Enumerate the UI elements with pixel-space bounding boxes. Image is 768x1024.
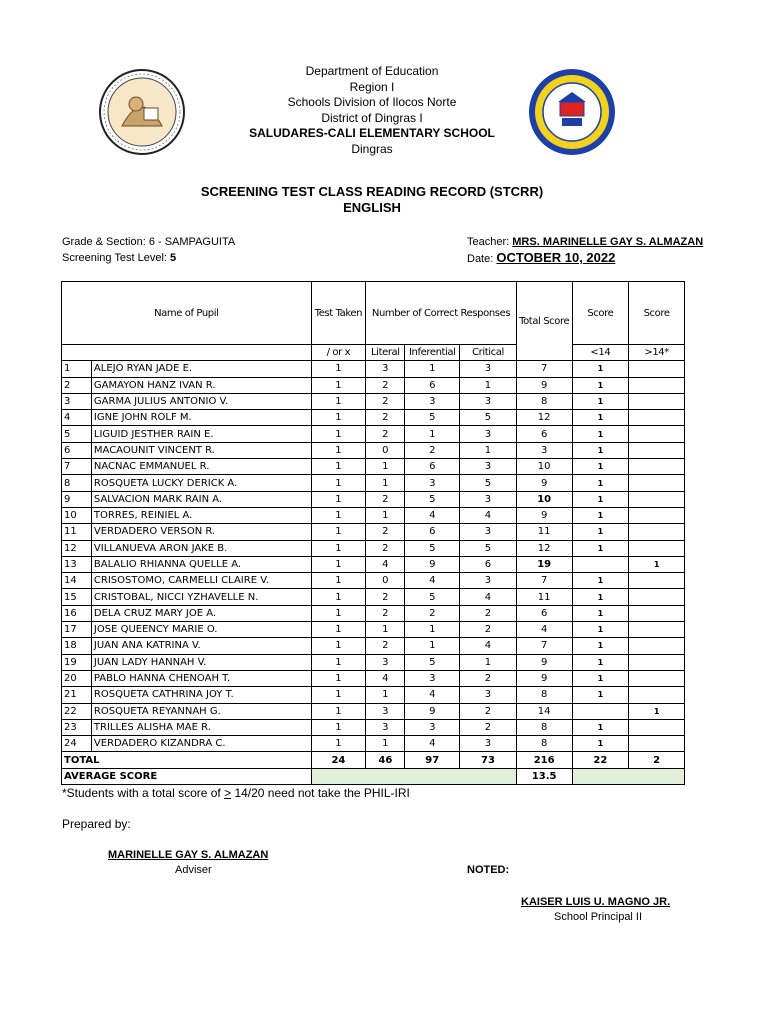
inferential-score: 1 — [405, 622, 460, 638]
noted-label: NOTED: — [467, 864, 510, 876]
pupil-name: JUAN ANA KATRINA V. — [91, 638, 311, 654]
critical-score: 6 — [460, 556, 517, 572]
total-score-cell: 7 — [516, 573, 572, 589]
below-14-mark — [572, 556, 629, 572]
above-14-mark — [629, 638, 685, 654]
critical-score: 4 — [460, 638, 517, 654]
inferential-score: 9 — [405, 556, 460, 572]
test-taken: 1 — [311, 442, 366, 458]
subheader-lt14: <14 — [572, 345, 629, 361]
pupil-number: 9 — [62, 491, 92, 507]
table-row — [62, 622, 685, 638]
inferential-score: 1 — [405, 426, 460, 442]
critical-score: 5 — [460, 540, 517, 556]
test-taken: 1 — [311, 719, 366, 735]
table-row — [62, 377, 685, 393]
inferential-score: 4 — [405, 573, 460, 589]
literal-score: 3 — [366, 654, 405, 670]
literal-score: 2 — [366, 540, 405, 556]
literal-score: 1 — [366, 459, 405, 475]
critical-score: 4 — [460, 589, 517, 605]
below-14-mark: 1 — [572, 442, 629, 458]
header-name-of-pupil: Name of Pupil — [62, 282, 312, 345]
above-14-mark — [629, 605, 685, 621]
screening-level-value: 5 — [170, 252, 177, 264]
pupil-number: 4 — [62, 410, 92, 426]
above-14-mark — [629, 442, 685, 458]
test-taken: 1 — [311, 491, 366, 507]
title-line-1: SCREENING TEST CLASS READING RECORD (STCRR) — [200, 184, 544, 199]
inferential-score: 5 — [405, 540, 460, 556]
inferential-score: 2 — [405, 442, 460, 458]
school-name: SALUDARES-CALI ELEMENTARY SCHOOL — [249, 126, 495, 140]
department-name: Department of Education — [305, 64, 439, 78]
pupil-name: VILLANUEVA ARON JAKE B. — [91, 540, 311, 556]
subheader-critical: Critical — [460, 345, 517, 361]
table-row — [62, 393, 685, 409]
above-14-mark — [629, 540, 685, 556]
table-row — [62, 605, 685, 621]
document-header — [0, 64, 744, 157]
footnote — [62, 786, 410, 800]
average-label: AVERAGE SCORE — [62, 768, 312, 784]
above-14-mark — [629, 589, 685, 605]
below-14-mark: 1 — [572, 638, 629, 654]
grade-section: Grade & Section: 6 - SAMPAGUITA — [62, 236, 236, 248]
total-score-cell: 9 — [516, 654, 572, 670]
total-score-cell: 9 — [516, 377, 572, 393]
test-taken: 1 — [311, 361, 366, 377]
pupil-number: 13 — [62, 556, 92, 572]
table-row — [62, 719, 685, 735]
screening-level — [62, 252, 176, 264]
table-row — [62, 540, 685, 556]
test-taken: 1 — [311, 507, 366, 523]
table-row — [62, 589, 685, 605]
critical-score: 3 — [460, 426, 517, 442]
pupil-name: CRISTOBAL, NICCI YZHAVELLE N. — [91, 589, 311, 605]
reading-record-table — [61, 281, 685, 785]
critical-score: 1 — [460, 654, 517, 670]
pupil-number: 8 — [62, 475, 92, 491]
below-14-mark: 1 — [572, 377, 629, 393]
total-ge14: 2 — [629, 752, 685, 768]
literal-score: 1 — [366, 475, 405, 491]
total-score-cell: 4 — [516, 622, 572, 638]
pupil-name: ALEJO RYAN JADE E. — [91, 361, 311, 377]
total-score-cell: 8 — [516, 736, 572, 752]
table-row — [62, 442, 685, 458]
pupil-number: 21 — [62, 687, 92, 703]
total-score-cell: 8 — [516, 719, 572, 735]
critical-score: 3 — [460, 361, 517, 377]
total-taken: 24 — [311, 752, 366, 768]
table-row — [62, 687, 685, 703]
test-taken: 1 — [311, 605, 366, 621]
literal-score: 3 — [366, 361, 405, 377]
inferential-score: 1 — [405, 638, 460, 654]
below-14-mark: 1 — [572, 524, 629, 540]
table-row — [62, 736, 685, 752]
subheader-ge14: >14* — [629, 345, 685, 361]
pupil-name: ROSQUETA LUCKY DERICK A. — [91, 475, 311, 491]
total-score-cell: 11 — [516, 589, 572, 605]
pupil-name: DELA CRUZ MARY JOE A. — [91, 605, 311, 621]
table-row — [62, 573, 685, 589]
literal-score: 3 — [366, 719, 405, 735]
inferential-score: 3 — [405, 670, 460, 686]
pupil-number: 7 — [62, 459, 92, 475]
table-row — [62, 491, 685, 507]
inferential-score: 5 — [405, 589, 460, 605]
total-score-cell: 11 — [516, 524, 572, 540]
inferential-score: 6 — [405, 377, 460, 393]
total-score-cell: 19 — [516, 556, 572, 572]
total-score-cell: 6 — [516, 426, 572, 442]
region-name: Region I — [349, 79, 395, 94]
critical-score: 3 — [460, 687, 517, 703]
pupil-name: TORRES, REINIEL A. — [91, 507, 311, 523]
total-score: 216 — [516, 752, 572, 768]
table-row — [62, 507, 685, 523]
critical-score: 5 — [460, 475, 517, 491]
literal-score: 4 — [366, 670, 405, 686]
literal-score: 0 — [366, 442, 405, 458]
above-14-mark — [629, 377, 685, 393]
subheader-blank — [62, 345, 312, 361]
footnote-prefix: *Students with a total score of — [62, 786, 225, 800]
literal-score: 0 — [366, 573, 405, 589]
test-taken: 1 — [311, 589, 366, 605]
critical-score: 2 — [460, 622, 517, 638]
literal-score: 2 — [366, 638, 405, 654]
inferential-score: 1 — [405, 361, 460, 377]
test-taken: 1 — [311, 524, 366, 540]
test-taken: 1 — [311, 540, 366, 556]
average-value: 13.5 — [516, 768, 572, 784]
above-14-mark — [629, 491, 685, 507]
total-score-cell: 9 — [516, 670, 572, 686]
critical-score: 5 — [460, 410, 517, 426]
pupil-name: MACAOUNIT VINCENT R. — [91, 442, 311, 458]
date-info — [467, 250, 615, 265]
subheader-inferential: Inferential — [405, 345, 460, 361]
test-taken: 1 — [311, 377, 366, 393]
literal-score: 4 — [366, 556, 405, 572]
inferential-score: 3 — [405, 393, 460, 409]
total-score-cell: 12 — [516, 540, 572, 556]
division-name: Schools Division of Ilocos Norte — [287, 95, 457, 109]
footnote-symbol: > — [224, 786, 232, 800]
inferential-score: 9 — [405, 703, 460, 719]
below-14-mark: 1 — [572, 687, 629, 703]
below-14-mark: 1 — [572, 605, 629, 621]
literal-score: 3 — [366, 703, 405, 719]
pupil-number: 19 — [62, 654, 92, 670]
test-taken: 1 — [311, 556, 366, 572]
total-score-cell: 9 — [516, 507, 572, 523]
above-14-mark — [629, 507, 685, 523]
below-14-mark: 1 — [572, 410, 629, 426]
above-14-mark — [629, 670, 685, 686]
total-score-cell: 7 — [516, 638, 572, 654]
pupil-number: 17 — [62, 622, 92, 638]
above-14-mark — [629, 573, 685, 589]
table-row — [62, 703, 685, 719]
critical-score: 2 — [460, 719, 517, 735]
inferential-score: 6 — [405, 459, 460, 475]
critical-score: 3 — [460, 459, 517, 475]
pupil-number: 16 — [62, 605, 92, 621]
below-14-mark: 1 — [572, 736, 629, 752]
pupil-number: 22 — [62, 703, 92, 719]
header-score-above: Score — [629, 282, 685, 345]
test-taken: 1 — [311, 638, 366, 654]
pupil-name: TRILLES ALISHA MAE R. — [91, 719, 311, 735]
below-14-mark: 1 — [572, 589, 629, 605]
total-score-cell: 8 — [516, 393, 572, 409]
date-value: OCTOBER 10, 2022 — [496, 250, 616, 265]
critical-score: 3 — [460, 573, 517, 589]
subheader-literal: Literal — [366, 345, 405, 361]
pupil-name: JUAN LADY HANNAH V. — [91, 654, 311, 670]
teacher-label: Teacher: — [467, 236, 510, 248]
pupil-name: CRISOSTOMO, CARMELLI CLAIRE V. — [91, 573, 311, 589]
inferential-score: 3 — [405, 719, 460, 735]
screening-level-label: Screening Test Level: — [62, 252, 167, 264]
total-score-cell: 14 — [516, 703, 572, 719]
test-taken: 1 — [311, 622, 366, 638]
average-fill-right — [572, 768, 685, 784]
below-14-mark: 1 — [572, 491, 629, 507]
average-fill — [311, 768, 516, 784]
critical-score: 1 — [460, 442, 517, 458]
below-14-mark: 1 — [572, 507, 629, 523]
above-14-mark — [629, 426, 685, 442]
above-14-mark — [629, 393, 685, 409]
below-14-mark: 1 — [572, 393, 629, 409]
test-taken: 1 — [311, 475, 366, 491]
total-score-cell: 9 — [516, 475, 572, 491]
literal-score: 1 — [366, 687, 405, 703]
total-label: TOTAL — [62, 752, 312, 768]
total-score-cell: 3 — [516, 442, 572, 458]
test-taken: 1 — [311, 687, 366, 703]
above-14-mark — [629, 719, 685, 735]
critical-score: 3 — [460, 524, 517, 540]
below-14-mark: 1 — [572, 654, 629, 670]
test-taken: 1 — [311, 393, 366, 409]
table-row — [62, 426, 685, 442]
above-14-mark: 1 — [629, 703, 685, 719]
pupil-number: 18 — [62, 638, 92, 654]
subheader-check: / or x — [311, 345, 366, 361]
literal-score: 2 — [366, 377, 405, 393]
adviser-title: Adviser — [175, 864, 212, 876]
total-critical: 73 — [460, 752, 517, 768]
literal-score: 1 — [366, 736, 405, 752]
pupil-number: 23 — [62, 719, 92, 735]
header-test-taken: Test Taken — [311, 282, 366, 345]
title-line-2: ENGLISH — [343, 200, 401, 215]
inferential-score: 6 — [405, 524, 460, 540]
above-14-mark: 1 — [629, 556, 685, 572]
critical-score: 2 — [460, 703, 517, 719]
literal-score: 2 — [366, 589, 405, 605]
footnote-suffix: 14/20 need not take the PHIL-IRI — [231, 786, 410, 800]
pupil-number: 2 — [62, 377, 92, 393]
total-score-cell: 7 — [516, 361, 572, 377]
below-14-mark: 1 — [572, 540, 629, 556]
above-14-mark — [629, 687, 685, 703]
header-total-score: Total Score — [516, 282, 572, 361]
critical-score: 3 — [460, 491, 517, 507]
total-score-cell: 8 — [516, 687, 572, 703]
above-14-mark — [629, 736, 685, 752]
date-label: Date: — [467, 253, 494, 265]
below-14-mark — [572, 703, 629, 719]
pupil-name: BALALIO RHIANNA QUELLE A. — [91, 556, 311, 572]
teacher-name: MRS. MARINELLE GAY S. ALMAZAN — [512, 236, 704, 248]
total-score-cell: 10 — [516, 459, 572, 475]
test-taken: 1 — [311, 654, 366, 670]
pupil-name: SALVACION MARK RAIN A. — [91, 491, 311, 507]
pupil-name: ROSQUETA REYANNAH G. — [91, 703, 311, 719]
test-taken: 1 — [311, 573, 366, 589]
district-name: District of Dingras I — [321, 110, 423, 125]
pupil-name: IGNE JOHN ROLF M. — [91, 410, 311, 426]
inferential-score: 4 — [405, 687, 460, 703]
pupil-name: VERDADERO KIZANDRA C. — [91, 736, 311, 752]
pupil-number: 20 — [62, 670, 92, 686]
total-inferential: 97 — [405, 752, 460, 768]
above-14-mark — [629, 459, 685, 475]
pupil-number: 11 — [62, 524, 92, 540]
literal-score: 1 — [366, 507, 405, 523]
test-taken: 1 — [311, 459, 366, 475]
literal-score: 1 — [366, 622, 405, 638]
pupil-number: 10 — [62, 507, 92, 523]
above-14-mark — [629, 410, 685, 426]
table-row — [62, 638, 685, 654]
below-14-mark: 1 — [572, 361, 629, 377]
header-correct-responses: Number of Correct Responses — [366, 282, 517, 345]
above-14-mark — [629, 654, 685, 670]
inferential-score: 2 — [405, 605, 460, 621]
below-14-mark: 1 — [572, 426, 629, 442]
test-taken: 1 — [311, 410, 366, 426]
pupil-name: ROSQUETA CATHRINA JOY T. — [91, 687, 311, 703]
literal-score: 2 — [366, 426, 405, 442]
principal-title: School Principal II — [554, 911, 643, 923]
pupil-name: VERDADERO VERSON R. — [91, 524, 311, 540]
pupil-number: 12 — [62, 540, 92, 556]
critical-score: 3 — [460, 736, 517, 752]
pupil-number: 1 — [62, 361, 92, 377]
above-14-mark — [629, 524, 685, 540]
literal-score: 2 — [366, 491, 405, 507]
teacher-info — [467, 236, 703, 248]
prepared-by-label: Prepared by: — [62, 817, 131, 831]
total-literal: 46 — [366, 752, 405, 768]
inferential-score: 4 — [405, 736, 460, 752]
inferential-score: 3 — [405, 475, 460, 491]
inferential-score: 4 — [405, 507, 460, 523]
pupil-number: 24 — [62, 736, 92, 752]
total-lt14: 22 — [572, 752, 629, 768]
pupil-name: JOSE QUEENCY MARIE O. — [91, 622, 311, 638]
header-score-below: Score — [572, 282, 629, 345]
critical-score: 2 — [460, 670, 517, 686]
literal-score: 2 — [366, 393, 405, 409]
pupil-number: 3 — [62, 393, 92, 409]
inferential-score: 5 — [405, 410, 460, 426]
critical-score: 3 — [460, 393, 517, 409]
below-14-mark: 1 — [572, 459, 629, 475]
below-14-mark: 1 — [572, 670, 629, 686]
total-score-cell: 10 — [516, 491, 572, 507]
below-14-mark: 1 — [572, 475, 629, 491]
total-score-cell: 6 — [516, 605, 572, 621]
pupil-number: 5 — [62, 426, 92, 442]
below-14-mark: 1 — [572, 573, 629, 589]
critical-score: 1 — [460, 377, 517, 393]
above-14-mark — [629, 361, 685, 377]
town-name: Dingras — [351, 141, 393, 156]
table-row — [62, 654, 685, 670]
test-taken: 1 — [311, 426, 366, 442]
total-score-cell: 12 — [516, 410, 572, 426]
total-row — [62, 752, 685, 768]
pupil-name: NACNAC EMMANUEL R. — [91, 459, 311, 475]
critical-score: 2 — [460, 605, 517, 621]
pupil-number: 14 — [62, 573, 92, 589]
pupil-name: PABLO HANNA CHENOAH T. — [91, 670, 311, 686]
document-title — [0, 184, 744, 216]
test-taken: 1 — [311, 670, 366, 686]
inferential-score: 5 — [405, 654, 460, 670]
test-taken: 1 — [311, 703, 366, 719]
table-row — [62, 410, 685, 426]
principal-name: KAISER LUIS U. MAGNO JR. — [521, 896, 671, 908]
below-14-mark: 1 — [572, 622, 629, 638]
literal-score: 2 — [366, 524, 405, 540]
literal-score: 2 — [366, 605, 405, 621]
table-row — [62, 459, 685, 475]
test-taken: 1 — [311, 736, 366, 752]
pupil-name: GARMA JULIUS ANTONIO V. — [91, 393, 311, 409]
inferential-score: 5 — [405, 491, 460, 507]
pupil-number: 15 — [62, 589, 92, 605]
table-row — [62, 670, 685, 686]
above-14-mark — [629, 475, 685, 491]
literal-score: 2 — [366, 410, 405, 426]
table-row — [62, 556, 685, 572]
below-14-mark: 1 — [572, 719, 629, 735]
average-row — [62, 768, 685, 784]
adviser-name: MARINELLE GAY S. ALMAZAN — [108, 849, 269, 861]
table-row — [62, 361, 685, 377]
pupil-name: LIGUID JESTHER RAIN E. — [91, 426, 311, 442]
table-row — [62, 524, 685, 540]
critical-score: 4 — [460, 507, 517, 523]
table-row — [62, 475, 685, 491]
pupil-number: 6 — [62, 442, 92, 458]
pupil-name: GAMAYON HANZ IVAN R. — [91, 377, 311, 393]
above-14-mark — [629, 622, 685, 638]
